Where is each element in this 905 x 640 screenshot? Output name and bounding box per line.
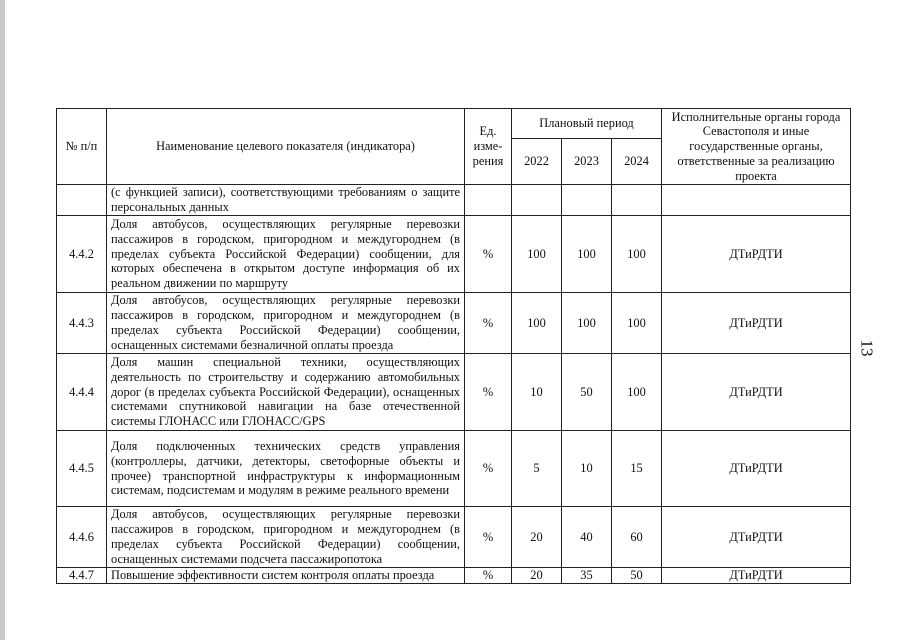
unit-cell: % <box>465 293 512 354</box>
value-2023: 40 <box>562 507 612 568</box>
indicator-name: Повышение эффективности систем контроля оплаты проезда <box>107 568 465 584</box>
indicator-name: Доля машин специальной техники, осуществляющих деятельность по строительству и содержанию автомобильных дорог (в пределах субъекта Российской Федерации), оснащенных системами спутниковой навигации на базе отечественной системы ГЛОНАСС или ГЛОНАСС/GPS <box>107 354 465 431</box>
indicator-name: Доля автобусов, осуществляющих регулярные перевозки пассажиров в городском, пригородном и междугороднем (в пределах субъекта Российской Федерации) сообщении, оснащенных системами безналичной оплаты проезда <box>107 293 465 354</box>
indicator-name: (с функцией записи), соответствующими требованиям о защите персональных данных <box>107 185 465 216</box>
value-2023 <box>562 185 612 216</box>
table-row <box>57 216 851 293</box>
table-row <box>57 185 851 216</box>
unit-cell: % <box>465 568 512 584</box>
value-2022: 5 <box>512 431 562 507</box>
header-year-2023: 2023 <box>562 139 612 185</box>
unit-cell: % <box>465 507 512 568</box>
row-number <box>57 185 107 216</box>
header-year-2022: 2022 <box>512 139 562 185</box>
table-row <box>57 293 851 354</box>
value-2022: 10 <box>512 354 562 431</box>
value-2023: 10 <box>562 431 612 507</box>
indicator-name: Доля автобусов, осуществляющих регулярные перевозки пассажиров в городском, пригородном и междугороднем (в пределах субъекта Российской Федерации) сообщении, оснащенных системами подсчета пассажиропотока <box>107 507 465 568</box>
value-2023: 35 <box>562 568 612 584</box>
value-2022: 20 <box>512 507 562 568</box>
indicators-table <box>56 108 851 584</box>
value-2022: 20 <box>512 568 562 584</box>
unit-cell: % <box>465 216 512 293</box>
value-2024: 100 <box>612 216 662 293</box>
unit-cell <box>465 185 512 216</box>
header-unit: Ед. изме-рения <box>465 109 512 185</box>
value-2023: 100 <box>562 293 612 354</box>
row-number: 4.4.3 <box>57 293 107 354</box>
value-2022 <box>512 185 562 216</box>
executor-cell <box>662 185 851 216</box>
executor-cell: ДТиРДТИ <box>662 431 851 507</box>
value-2024: 15 <box>612 431 662 507</box>
value-2024: 100 <box>612 293 662 354</box>
executor-cell: ДТиРДТИ <box>662 216 851 293</box>
executor-cell: ДТиРДТИ <box>662 507 851 568</box>
value-2024: 100 <box>612 354 662 431</box>
executor-cell: ДТиРДТИ <box>662 568 851 584</box>
value-2022: 100 <box>512 293 562 354</box>
scan-edge <box>0 0 5 640</box>
executor-cell: ДТиРДТИ <box>662 293 851 354</box>
value-2023: 100 <box>562 216 612 293</box>
header-name: Наименование целевого показателя (индикатора) <box>107 109 465 185</box>
row-number: 4.4.6 <box>57 507 107 568</box>
unit-cell: % <box>465 354 512 431</box>
indicator-name: Доля подключенных технических средств управления (контроллеры, датчики, детекторы, светофорные объекты и прочее) транспортной инфраструктуры к информационным системам, подсистемам и модулям в режиме реального времени <box>107 431 465 507</box>
table-row <box>57 507 851 568</box>
row-number: 4.4.7 <box>57 568 107 584</box>
value-2024: 50 <box>612 568 662 584</box>
header-executors: Исполнительные органы города Севастополя и иные государственные органы, ответственные за реализацию проекта <box>662 109 851 185</box>
row-number: 4.4.2 <box>57 216 107 293</box>
value-2024 <box>612 185 662 216</box>
value-2024: 60 <box>612 507 662 568</box>
row-number: 4.4.5 <box>57 431 107 507</box>
header-planned-period: Плановый период <box>512 109 662 139</box>
table-row <box>57 431 851 507</box>
page-number: 13 <box>857 339 877 357</box>
value-2023: 50 <box>562 354 612 431</box>
table-row <box>57 354 851 431</box>
header-year-2024: 2024 <box>612 139 662 185</box>
row-number: 4.4.4 <box>57 354 107 431</box>
value-2022: 100 <box>512 216 562 293</box>
executor-cell: ДТиРДТИ <box>662 354 851 431</box>
indicator-name: Доля автобусов, осуществляющих регулярные перевозки пассажиров в городском, пригородном и междугороднем (в пределах субъекта Российской Федерации) сообщении, для которых обеспечена в открытом доступе информация об их реальном движении по маршруту <box>107 216 465 293</box>
unit-cell: % <box>465 431 512 507</box>
header-num: № п/п <box>57 109 107 185</box>
table-row <box>57 568 851 584</box>
